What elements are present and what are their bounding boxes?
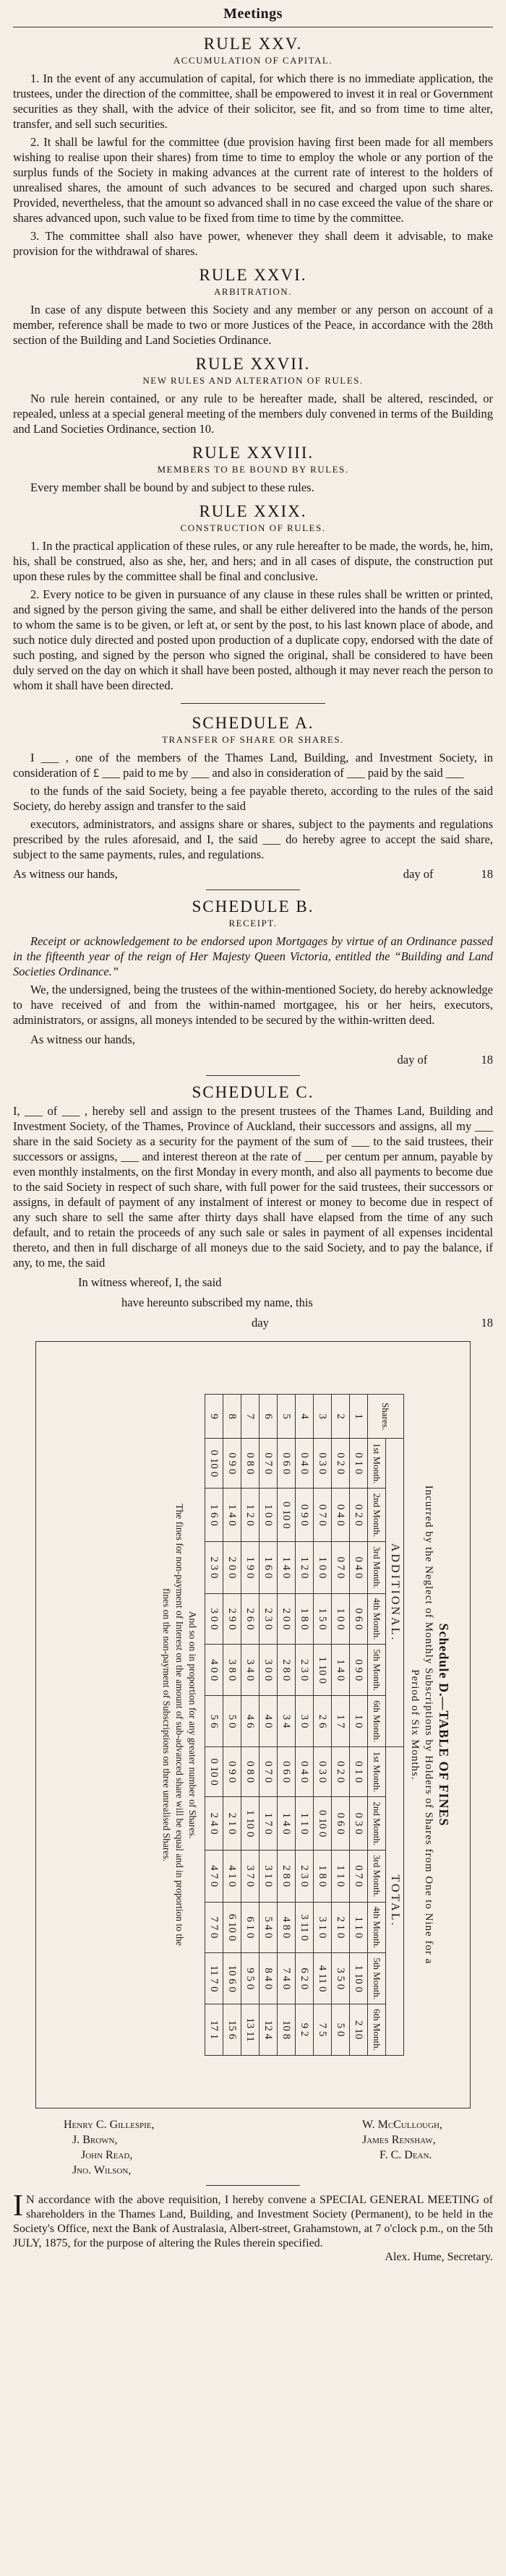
- additional-cell: 3 0: [296, 1696, 314, 1747]
- signature: F. C. Dean.: [379, 2149, 432, 2161]
- additional-cell: 1 4 0: [223, 1489, 241, 1542]
- additional-cell: 3 8 0: [223, 1645, 241, 1696]
- group-additional: ADDITIONAL.: [386, 1439, 404, 1747]
- additional-cell: 3 4 0: [241, 1645, 260, 1696]
- signature: Henry C. Gillespie,: [64, 2119, 155, 2131]
- additional-cell: 2 3 0: [205, 1542, 223, 1594]
- additional-cell: 0 2 0: [350, 1489, 368, 1542]
- total-cell: 0 9 0: [223, 1747, 241, 1797]
- additional-cell: 1 5 0: [314, 1593, 332, 1645]
- shares-cell: 5: [278, 1395, 296, 1439]
- additional-cell: 0 4 0: [350, 1542, 368, 1594]
- total-cell: 8 4 0: [260, 1953, 278, 2004]
- signatures-right: [362, 2117, 442, 2178]
- day-label: day of: [403, 867, 434, 881]
- shares-cell: 4: [296, 1395, 314, 1439]
- table-row: [260, 1395, 278, 2056]
- year-label: 18: [481, 867, 493, 881]
- rule-title: RULE XXIX.: [199, 502, 307, 520]
- col-month: 5th Month.: [368, 1953, 386, 2004]
- additional-cell: 1 9 0: [241, 1542, 260, 1594]
- col-month: 3rd Month.: [368, 1542, 386, 1594]
- table-footnote: [160, 1349, 199, 2101]
- rule-paragraph: Every member shall be bound by and subject to these rules.: [30, 481, 314, 494]
- total-cell: 2 8 0: [278, 1851, 296, 1903]
- total-cell: 9 5 0: [241, 1953, 260, 2004]
- rule-subtitle: CONSTRUCTION OF RULES.: [180, 522, 326, 533]
- rule-paragraph: No rule herein contained, or any rule to be hereafter made, shall be altered, rescinded, or repealed, unless at a special general meeting of the members duly convened in terms of the Building and Land Societies Ordinance, section 10.: [13, 392, 493, 436]
- witness-label: In witness whereof, I, the said: [78, 1275, 222, 1289]
- total-cell: 0 8 0: [241, 1747, 260, 1797]
- total-cell: 1 1 0: [350, 1902, 368, 1953]
- total-cell: 2 3 0: [296, 1851, 314, 1903]
- witness-label-2: have hereunto subscribed my name, this: [121, 1296, 313, 1309]
- total-cell: 3 11 0: [296, 1902, 314, 1953]
- total-cell: 3 1 0: [314, 1902, 332, 1953]
- schedule-a: [13, 714, 493, 882]
- signatures: [13, 2117, 493, 2178]
- witness-line: [13, 1032, 493, 1048]
- rule-paragraph: 3. The committee shall also have power, whenever they shall deem it advisable, to make provision for the withdrawal of shares.: [13, 229, 493, 258]
- total-cell: 6 10 0: [223, 1902, 241, 1953]
- group-total: TOTAL.: [386, 1747, 404, 2056]
- schedule-title: SCHEDULE B.: [192, 897, 314, 916]
- additional-cell: 0 4 0: [332, 1489, 350, 1542]
- total-cell: 0 2 0: [332, 1747, 350, 1797]
- total-cell: 7 7 0: [205, 1902, 223, 1953]
- total-cell: 2 10: [350, 2004, 368, 2056]
- schedule-c: [13, 1083, 493, 1331]
- divider: [206, 889, 300, 890]
- table-title: Schedule D.—TABLE OF FINES: [437, 1623, 451, 1827]
- total-cell: 4 8 0: [278, 1902, 296, 1953]
- year-label: 18: [481, 1053, 493, 1067]
- signature: J. Brown,: [72, 2134, 118, 2146]
- rule-subtitle: NEW RULES AND ALTERATION OF RULES.: [142, 375, 364, 386]
- schedule-text: We, the undersigned, being the trustees of the within-mentioned Society, do hereby acknowledge to have received of and from the within-named mortgagee, his or her heirs, executors, administrators, or assigns, all moneys intended to be secured by the within-written deed.: [13, 983, 493, 1027]
- additional-cell: 1 0 0: [260, 1489, 278, 1542]
- schedule-subtitle: RECEIPT.: [228, 918, 278, 929]
- rule-subtitle: ACCUMULATION OF CAPITAL.: [173, 55, 333, 66]
- additional-cell: 3 0 0: [205, 1593, 223, 1645]
- day-label: day of: [397, 1053, 428, 1067]
- additional-cell: 2 0 0: [278, 1593, 296, 1645]
- schedule-text: executors, administrators, and assigns share or shares, subject to the payments and regulations prescribed by the rules aforesaid, and I, the said ___ do hereby agree to accept the said share, subject to the same payments, rules, and regulations.: [13, 817, 493, 861]
- rule-paragraph: In case of any dispute between this Society and any member or any person on account of a member, reference shall be made to two or more Justices of the Peace, in accordance with the 28th section of the Building and Land Societies Ordinance.: [13, 303, 493, 347]
- total-cell: 4 1 0: [223, 1851, 241, 1903]
- col-month: 4th Month.: [368, 1593, 386, 1645]
- footnote-line: fines on the non-payment of Subscriptions on three unrealised Shares.: [161, 1588, 172, 1861]
- additional-cell: 3 0 0: [260, 1645, 278, 1696]
- total-cell: 3 5 0: [332, 1953, 350, 2004]
- schedule-title: SCHEDULE A.: [192, 714, 314, 732]
- total-cell: 13 11: [241, 2004, 260, 2056]
- rule-28: [13, 444, 493, 495]
- total-cell: 4 7 0: [205, 1851, 223, 1903]
- total-cell: 0 3 0: [314, 1747, 332, 1797]
- rule-paragraph: 2. It shall be lawful for the committee (due provision having first been made for all members wishing to realise upon their shares) from time to time to employ the whole or any portion of the surplus funds of the Society in making advances at the current rate of interest to the holders of unrealised shares, the amount of such advances to be secured and charged upon such shares. Provided, nevertheless, that the amount so advanced shall in no case exceed the value of the share or shares advanced upon, such value to be fixed from time to time by the committee.: [13, 135, 493, 225]
- additional-cell: 1 2 0: [296, 1542, 314, 1594]
- additional-cell: 0 9 0: [296, 1489, 314, 1542]
- table-row: [223, 1395, 241, 2056]
- col-month: 6th Month.: [368, 2004, 386, 2056]
- additional-cell: 1 4 0: [332, 1645, 350, 1696]
- additional-cell: 0 9 0: [223, 1439, 241, 1489]
- additional-cell: 0 8 0: [241, 1439, 260, 1489]
- col-month: 1st Month.: [368, 1439, 386, 1489]
- additional-cell: 1 0 0: [314, 1542, 332, 1594]
- rule-subtitle: MEMBERS TO BE BOUND BY RULES.: [157, 464, 349, 475]
- total-cell: 3 1 0: [260, 1851, 278, 1903]
- additional-cell: 0 7 0: [260, 1439, 278, 1489]
- total-cell: 1 1 0: [332, 1851, 350, 1903]
- additional-cell: 2 6 0: [241, 1593, 260, 1645]
- rule-subtitle: ARBITRATION.: [214, 286, 292, 297]
- fines-table-frame: [35, 1341, 471, 2108]
- rule-title: RULE XXVIII.: [192, 444, 314, 462]
- table-subtitle-2: Period of Six Months.: [409, 1669, 421, 1780]
- additional-cell: 0 2 0: [332, 1439, 350, 1489]
- fines-table: [205, 1394, 404, 2056]
- notice-body: N accordance with the above requisition, I hereby convene a SPECIAL GENERAL MEETING of shareholders in the Thames Land, Building, and Investment Society (Permanent), to be held in the Society's Office, next the Bank of Australasia, Albert-street, Grahamstown, at 7 o'clock p.m., on the 5th JULY, 1875, for the purpose of altering the Rules therein specified.: [13, 2194, 493, 2249]
- meeting-notice: [13, 2189, 493, 2251]
- total-cell: 1 10 0: [350, 1953, 368, 2004]
- rule-paragraph: 2. Every notice to be given in pursuance of any clause in these rules shall be written or printed, and signed by the person giving the same, and shall be either delivered into the hands of the person to whom the same is to be given, or left at, or sent by the post, to his last known place of abode, and such notice duly directed and posted upon production of a duplicate copy, endorsed with the date of such posting, and signed by the person who signed the original, shall be considered to have been duly served on the day on which it shall have been posted, although it may never reach the person to whom it shall have been directed.: [13, 587, 493, 692]
- col-month: 5th Month.: [368, 1645, 386, 1696]
- col-month: 1st Month.: [368, 1747, 386, 1797]
- total-cell: 0 6 0: [278, 1747, 296, 1797]
- divider: [181, 703, 325, 704]
- witness-label: As witness our hands,: [13, 867, 118, 881]
- divider: [206, 2185, 300, 2186]
- witness-line: [13, 1275, 493, 1291]
- total-cell: 5 0: [332, 2004, 350, 2056]
- additional-cell: 4 0 0: [205, 1645, 223, 1696]
- additional-cell: 5 6: [205, 1696, 223, 1747]
- total-cell: 15 6: [223, 2004, 241, 2056]
- shares-cell: 8: [223, 1395, 241, 1439]
- additional-cell: 0 10 0: [205, 1439, 223, 1489]
- total-cell: 10 8: [278, 2004, 296, 2056]
- schedule-b: [13, 897, 493, 1068]
- rule-27: [13, 355, 493, 436]
- total-cell: 17 1: [205, 2004, 223, 2056]
- additional-cell: 1 4 0: [278, 1542, 296, 1594]
- total-cell: 11 7 0: [205, 1953, 223, 2004]
- total-cell: 12 4: [260, 2004, 278, 2056]
- additional-cell: 0 3 0: [314, 1439, 332, 1489]
- additional-cell: 0 6 0: [350, 1593, 368, 1645]
- day-label: day: [252, 1316, 269, 1330]
- total-cell: 0 7 0: [260, 1747, 278, 1797]
- fines-table-rotated: [51, 1349, 455, 2101]
- divider: [206, 1075, 300, 1076]
- total-cell: 1 1 0: [296, 1797, 314, 1851]
- rule-paragraph: 1. In the event of any accumulation of capital, for which there is no immediate application, the trustees, under the direction of the committee, shall be empowered to invest it in real or Government securities as they shall, with the advice of their solicitor, see fit, and so from time to time alter, transfer, and sell such securities.: [13, 72, 493, 131]
- total-cell: 2 4 0: [205, 1797, 223, 1851]
- total-cell: 4 11 0: [314, 1953, 332, 2004]
- section-header: Meetings: [13, 6, 493, 27]
- schedule-italic-note: Receipt or acknowledgement to be endorsed upon Mortgages by virtue of an Ordinance passed in the fifteenth year of the reign of Her Majesty Queen Victoria, entitled the “Building and Land Societies Ordinance.”: [13, 934, 493, 978]
- rule-29: [13, 502, 493, 693]
- rule-26: [13, 266, 493, 348]
- additional-cell: 1 6 0: [205, 1489, 223, 1542]
- additional-cell: 0 7 0: [332, 1542, 350, 1594]
- shares-cell: 2: [332, 1395, 350, 1439]
- additional-cell: 2 8 0: [278, 1645, 296, 1696]
- col-month: 3rd Month.: [368, 1851, 386, 1903]
- col-month: 2nd Month.: [368, 1797, 386, 1851]
- additional-cell: 5 0: [223, 1696, 241, 1747]
- total-cell: 0 4 0: [296, 1747, 314, 1797]
- drop-cap: I: [13, 2189, 23, 2223]
- table-row: [241, 1395, 260, 2056]
- total-cell: 5 4 0: [260, 1902, 278, 1953]
- additional-cell: 4 6: [241, 1696, 260, 1747]
- col-month: 4th Month.: [368, 1902, 386, 1953]
- schedule-text: to the funds of the said Society, being a fee payable thereto, according to the rules of the said Society, do hereby assign and transfer to the said: [13, 784, 493, 813]
- additional-cell: 1 8 0: [296, 1593, 314, 1645]
- total-cell: 0 10 0: [205, 1747, 223, 1797]
- total-cell: 1 4 0: [278, 1797, 296, 1851]
- rule-title: RULE XXV.: [203, 35, 303, 53]
- total-cell: 1 10 0: [241, 1797, 260, 1851]
- table-row: [278, 1395, 296, 2056]
- table-row: [350, 1395, 368, 2056]
- secretary-signature: Alex. Hume, Secretary.: [385, 2251, 493, 2263]
- table-row: [296, 1395, 314, 2056]
- schedule-text: I, ___ of ___ , hereby sell and assign to the present trustees of the Thames Land, Building and Investment Society, of the Thames, Province of Auckland, their successors and assigns, all my ___ share in the said Society as a security for the payment of the sum of ___ to the said trustees, their successors or assigns, ___ and interest thereon at the rate of ___ per centum per annum, payable by even monthly instalments, on the first Monday in every month, and also all payments to become due to the said Society in respect of such share, with full power for the said trustees, their successors or assigns, in default of payment of any instalment of interest or money to become due in respect of any such share to sell the same after thirty days shall have elapsed from the time of any such default, and to retain the proceeds of any such sale or sales in payment of all expenses incidental thereto, and then in full discharge of all moneys due to the said Society, and to pay the balance, if any, to me, the said: [13, 1104, 493, 1270]
- additional-cell: 0 4 0: [296, 1439, 314, 1489]
- col-month: 6th Month.: [368, 1696, 386, 1747]
- shares-cell: 3: [314, 1395, 332, 1439]
- schedule-text: I ___ , one of the members of the Thames Land, Building, and Investment Society, in consideration of £ ___ paid to me by ___ and also in consideration of ___ paid by the said ___: [13, 751, 493, 780]
- col-month: 2nd Month.: [368, 1489, 386, 1542]
- total-cell: 0 3 0: [350, 1797, 368, 1851]
- rule-title: RULE XXVI.: [199, 266, 307, 284]
- additional-cell: 0 6 0: [278, 1439, 296, 1489]
- total-cell: 9 2: [296, 2004, 314, 2056]
- additional-cell: 1 10 0: [314, 1645, 332, 1696]
- rule-paragraph: 1. In the practical application of these rules, or any rule hereafter to be made, the words, he, him, his, shall be construed, also as she, her, and hers; and in all cases of dispute, the construction put upon these rules by the committee shall be final and conclusive.: [13, 539, 493, 583]
- total-cell: 7 4 0: [278, 1953, 296, 2004]
- fines-table-body: [205, 1395, 368, 2056]
- additional-cell: 0 9 0: [350, 1645, 368, 1696]
- rule-title: RULE XXVII.: [195, 355, 311, 373]
- total-cell: 6 2 0: [296, 1953, 314, 2004]
- year-label: 18: [481, 1316, 493, 1330]
- shares-cell: 9: [205, 1395, 223, 1439]
- additional-cell: 2 9 0: [223, 1593, 241, 1645]
- total-cell: 2 1 0: [223, 1797, 241, 1851]
- schedule-title: SCHEDULE C.: [192, 1083, 314, 1101]
- additional-cell: 1 7: [332, 1696, 350, 1747]
- signature: James Renshaw,: [361, 2134, 436, 2146]
- additional-cell: 3 4: [278, 1696, 296, 1747]
- total-cell: 0 6 0: [332, 1797, 350, 1851]
- total-cell: 0 10 0: [314, 1797, 332, 1851]
- signature: W. McCullough,: [361, 2119, 442, 2131]
- total-cell: 6 1 0: [241, 1902, 260, 1953]
- table-row: [332, 1395, 350, 2056]
- additional-cell: 1 2 0: [241, 1489, 260, 1542]
- additional-cell: 1 0 0: [332, 1593, 350, 1645]
- witness-line: [13, 866, 493, 882]
- shares-cell: 6: [260, 1395, 278, 1439]
- table-row: [205, 1395, 223, 2056]
- additional-cell: 1 0: [350, 1696, 368, 1747]
- footnote-line: And so on in proportion for any greater number of Shares.: [187, 1611, 198, 1839]
- total-cell: 2 1 0: [332, 1902, 350, 1953]
- date-line: [13, 1052, 493, 1068]
- total-cell: 1 8 0: [314, 1851, 332, 1903]
- table-row: [314, 1395, 332, 2056]
- shares-cell: 7: [241, 1395, 260, 1439]
- total-cell: 1 7 0: [260, 1797, 278, 1851]
- signature: Jno. Wilson,: [72, 2164, 132, 2176]
- shares-cell: 1: [350, 1395, 368, 1439]
- total-cell: 0 7 0: [350, 1851, 368, 1903]
- additional-cell: 0 10 0: [278, 1489, 296, 1542]
- signatures-left: [64, 2117, 155, 2178]
- additional-cell: 1 6 0: [260, 1542, 278, 1594]
- date-line: [13, 1315, 493, 1331]
- footnote-line: The fines for non-payment of Interest on the amount of sub-advanced share will be equal and in proportion to the: [174, 1504, 185, 1946]
- additional-cell: 0 1 0: [350, 1439, 368, 1489]
- witness-line-2: [13, 1295, 493, 1311]
- schedule-subtitle: TRANSFER OF SHARE OR SHARES.: [162, 734, 344, 745]
- total-cell: 3 7 0: [241, 1851, 260, 1903]
- witness-label: As witness our hands,: [30, 1033, 135, 1046]
- total-cell: 7 5: [314, 2004, 332, 2056]
- additional-cell: 4 0: [260, 1696, 278, 1747]
- additional-cell: 2 3 0: [260, 1593, 278, 1645]
- additional-cell: 2 3 0: [296, 1645, 314, 1696]
- additional-cell: 0 7 0: [314, 1489, 332, 1542]
- table-subtitle: Incurred by the Neglect of Monthly Subscriptions by Holders of Shares from One to Nine for a: [423, 1485, 434, 1965]
- col-shares: Shares.: [368, 1395, 404, 1439]
- additional-cell: 2 6: [314, 1696, 332, 1747]
- additional-cell: 2 0 0: [223, 1542, 241, 1594]
- total-cell: 10 6 0: [223, 1953, 241, 2004]
- total-cell: 0 1 0: [350, 1747, 368, 1797]
- rule-25: [13, 35, 493, 259]
- signature: John Read,: [81, 2149, 133, 2161]
